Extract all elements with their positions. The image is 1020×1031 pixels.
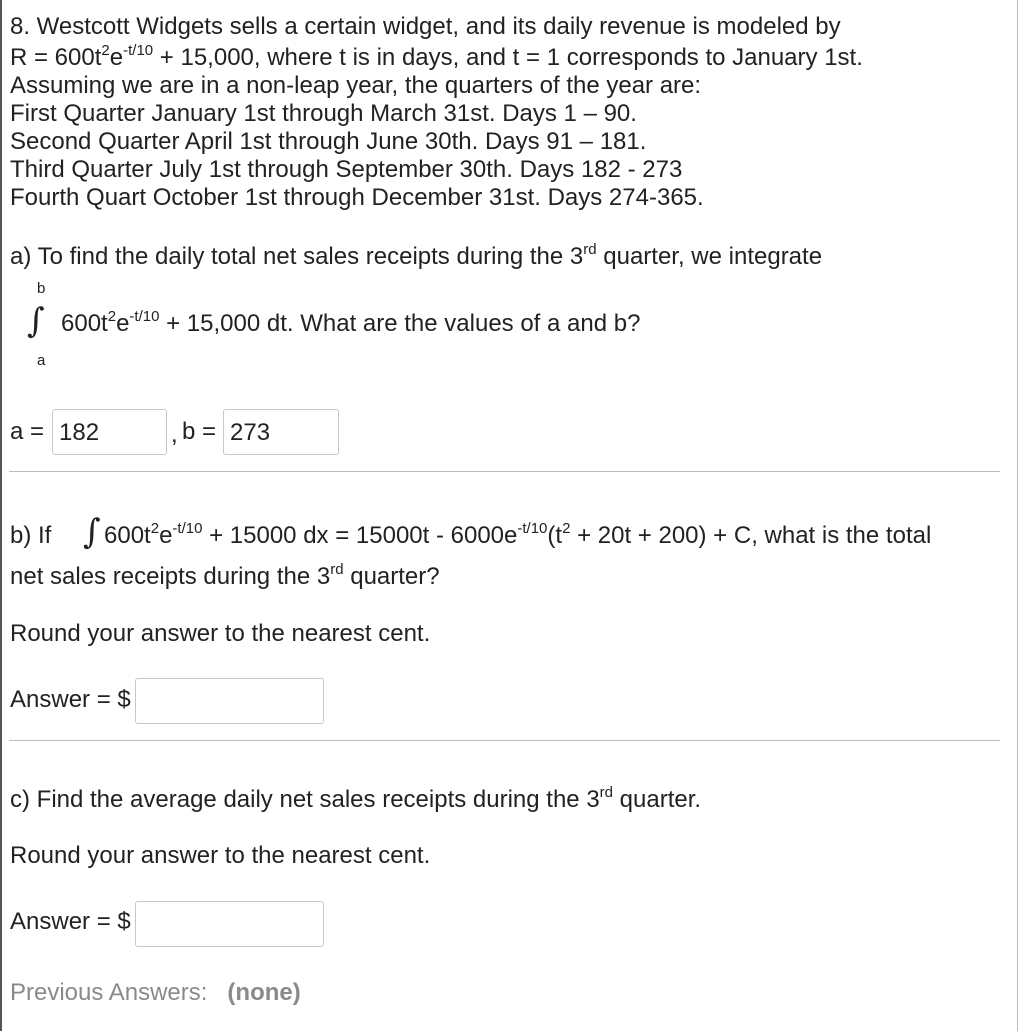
problem-line-3: Assuming we are in a non-leap year, the quarters of the year are: bbox=[10, 72, 702, 99]
problem-line-1: 8. Westcott Widgets sells a certain widget, and its daily revenue is modeled by bbox=[10, 13, 841, 40]
problem-line-5: Second Quarter April 1st through June 30th. Days 91 – 181. bbox=[10, 128, 647, 155]
a-input[interactable]: 182 bbox=[52, 409, 167, 455]
part-c-round-note: Round your answer to the nearest cent. bbox=[10, 842, 431, 869]
integral-sign: ∫ bbox=[27, 301, 45, 341]
integral-upper-limit: b bbox=[37, 280, 46, 297]
part-b-expression: $600t^2e^{-t/10} + 15000$ dx = $15000t - 6000e^{-t/10}(t^2 + 20t + 200) + C$, what is the total bbox=[104, 520, 932, 549]
problem-line-6: Third Quarter July 1st through September 30th. Days 182 - 273 bbox=[10, 156, 683, 183]
b-input[interactable]: 273 bbox=[223, 409, 339, 455]
problem-line-4: First Quarter January 1st through March 31st. Days 1 – 90. bbox=[10, 100, 637, 127]
part-a-integrand: $600t^2e^{-t/10} + 15,000$ dt. What are the values of a and b? bbox=[61, 308, 641, 337]
divider bbox=[9, 740, 1000, 741]
divider bbox=[9, 471, 1000, 472]
a-label: a = bbox=[10, 418, 45, 445]
integral-sign-b: ∫ bbox=[83, 512, 101, 552]
part-b-round-note: Round your answer to the nearest cent. bbox=[10, 620, 431, 647]
previous-answers bbox=[10, 979, 301, 1007]
problem-line-7: Fourth Quart October 1st through December 31st. Days 274-365. bbox=[10, 184, 704, 211]
part-b-answer-input[interactable] bbox=[135, 678, 324, 724]
part-c-answer-label: Answer = $ bbox=[10, 908, 131, 935]
part-c-prompt: c) Find the average daily net sales receipts during the 3rd quarter. bbox=[10, 784, 702, 813]
integral-lower-limit: a bbox=[37, 352, 46, 369]
problem-line-2: $R = 600t^2e^{-t/10} + 15,000$, where t is in days, and t = 1 corresponds to January 1st. bbox=[10, 42, 863, 71]
part-b-line-2: net sales receipts during the 3rd quarter? bbox=[10, 561, 440, 590]
previous-answers-label: Previous Answers: bbox=[10, 979, 208, 1006]
part-b-answer-label: Answer = $ bbox=[10, 686, 131, 713]
part-a-prompt: a) To find the daily total net sales receipts during the 3rd quarter, we integrate bbox=[10, 241, 823, 270]
part-c-answer-input[interactable] bbox=[135, 901, 324, 947]
b-label: b = bbox=[182, 418, 217, 445]
previous-answers-value[interactable]: (none) bbox=[227, 979, 301, 1006]
ab-separator: , bbox=[171, 421, 178, 448]
part-b-prompt-prefix: b) If bbox=[10, 522, 52, 549]
